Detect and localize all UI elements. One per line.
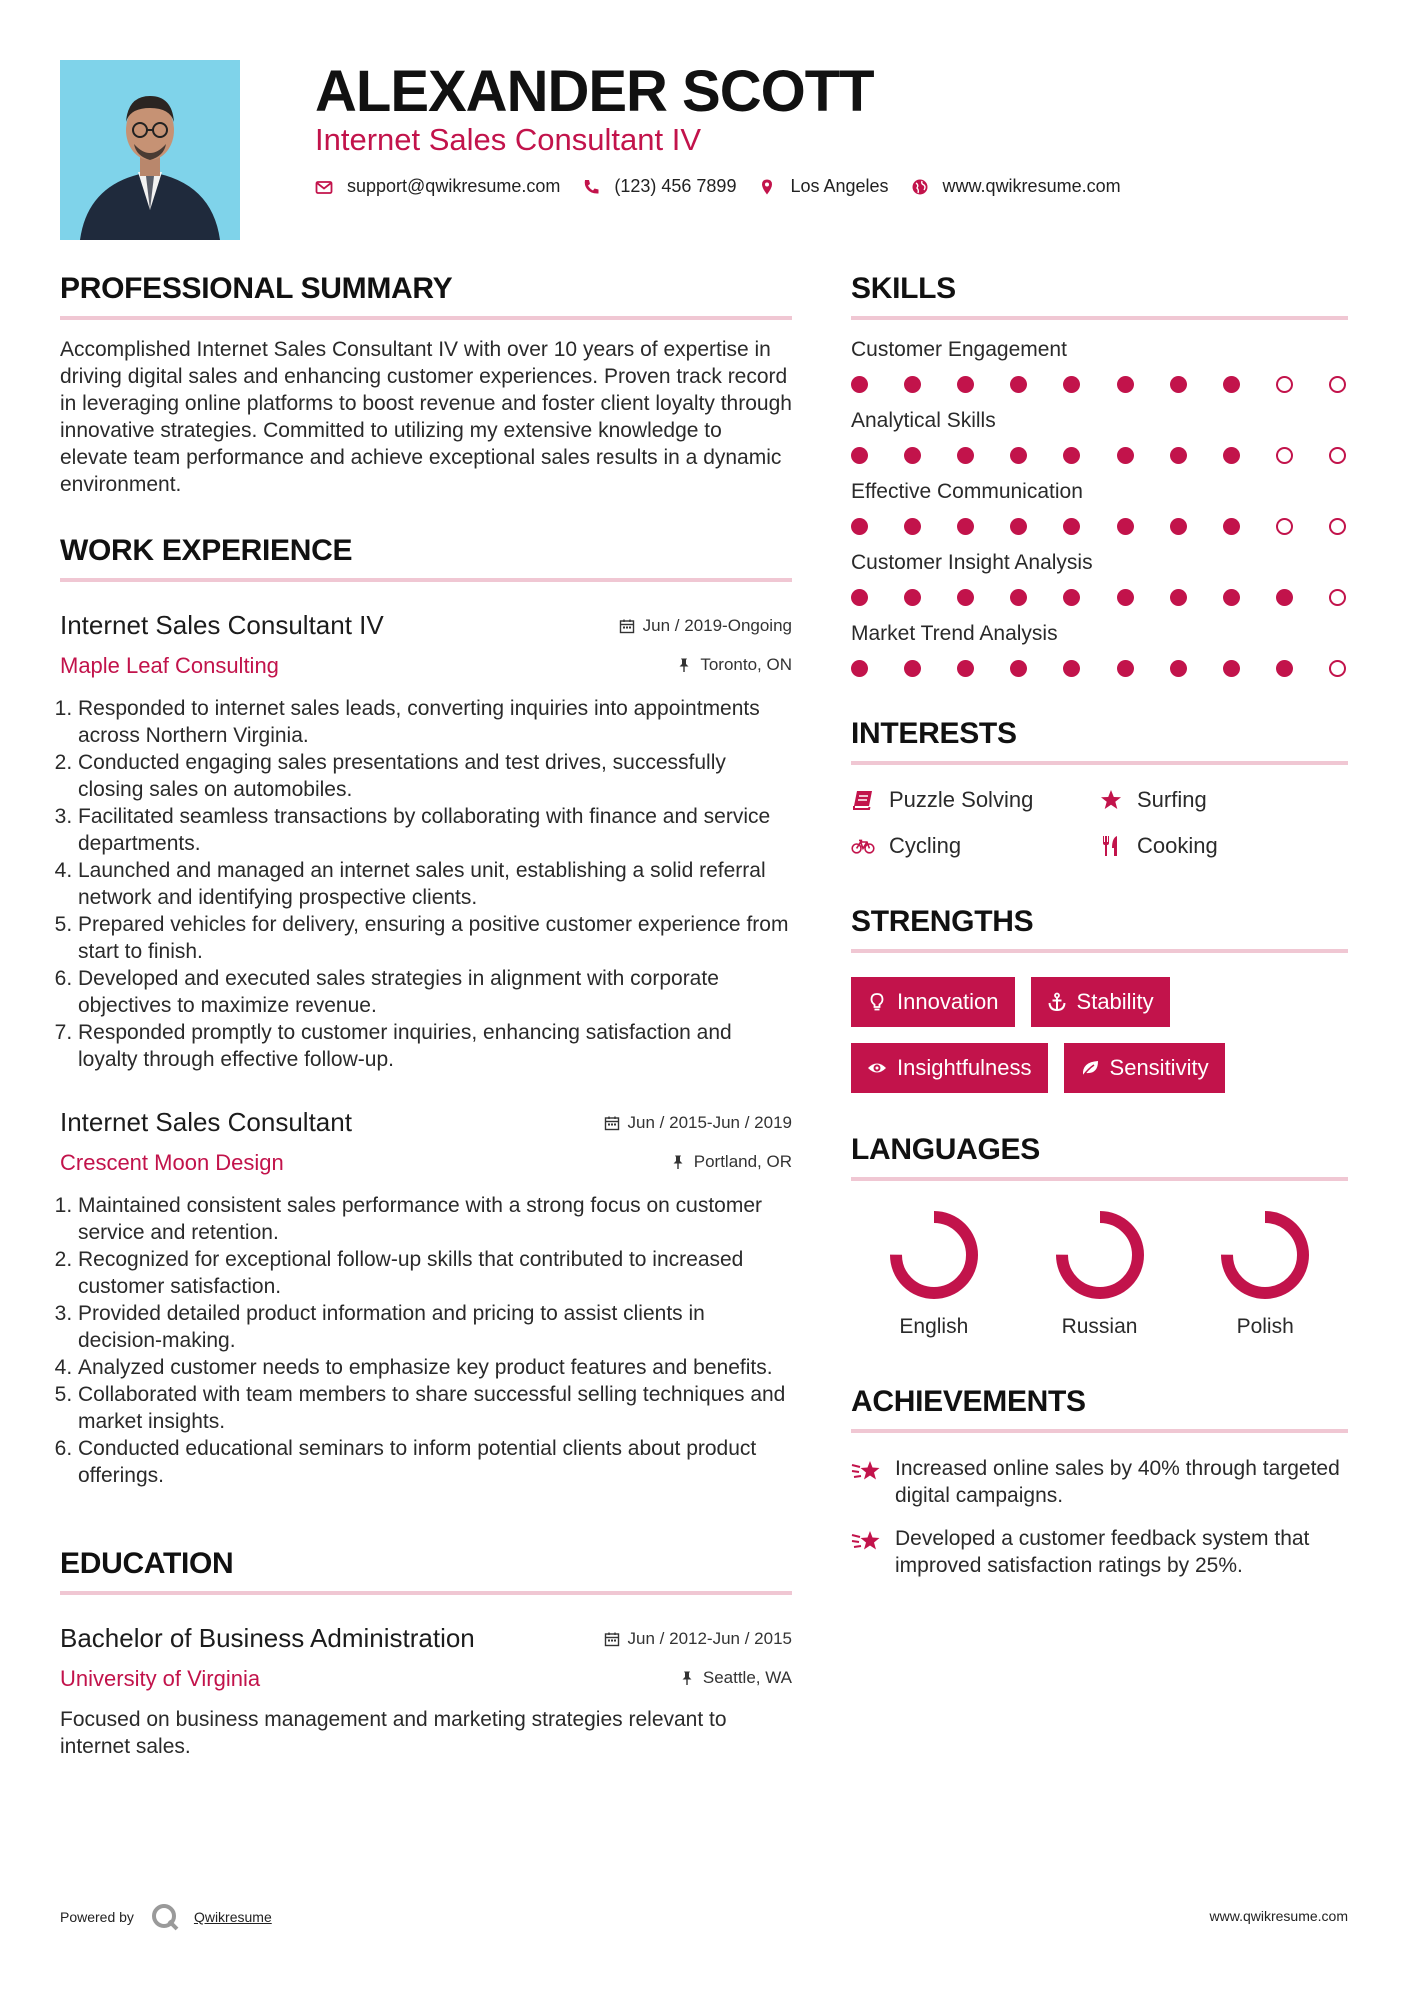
- summary-text: Accomplished Internet Sales Consultant IV with over 10 years of expertise in driving digital sales and enhancing customer experiences. Proven track record in leveraging online platforms to boost revenue and foster client loyalty through innovative strategies. Committed to utilizing my extensive knowledge to elevate team performance and achieve exceptional sales results in a dynamic environment.: [60, 338, 792, 496]
- list-item: 6. Developed and executed sales strategies in alignment with corporate objectives to maximize revenue.: [78, 965, 792, 1019]
- rating-dot-filled: [1223, 376, 1240, 393]
- candidate-name: ALEXANDER SCOTT: [315, 59, 874, 124]
- achievement-text: Developed a customer feedback system that improved satisfaction ratings by 25%.: [895, 1527, 1310, 1577]
- skill-item: [851, 409, 1348, 464]
- anchor-icon: [1047, 992, 1067, 1012]
- rating-dot-empty: [1276, 447, 1293, 464]
- rating-dot-filled: [1170, 660, 1187, 677]
- achievements-heading: ACHIEVEMENTS: [851, 1385, 1348, 1433]
- rating-dot-filled: [851, 660, 868, 677]
- education-dates-text: Jun / 2012-Jun / 2015: [627, 1629, 792, 1648]
- strengths-heading: STRENGTHS: [851, 905, 1348, 953]
- rating-dot-filled: [957, 376, 974, 393]
- achievement-text: Increased online sales by 40% through targeted digital campaigns.: [895, 1457, 1340, 1507]
- rating-dot-filled: [1063, 447, 1080, 464]
- job-entry: [60, 610, 792, 1073]
- interest-item: [1099, 833, 1347, 859]
- list-item: 6. Conducted educational seminars to inform potential clients about product offerings.: [78, 1435, 792, 1489]
- language-name: Russian: [1061, 1315, 1138, 1338]
- rating-dot-filled: [904, 660, 921, 677]
- skill-item: [851, 480, 1348, 535]
- skill-name: Analytical Skills: [851, 409, 996, 432]
- powered-by-label: Powered by: [60, 1909, 134, 1925]
- bicycle-icon: [851, 835, 875, 857]
- contact-bar: [315, 176, 1143, 197]
- right-column: [851, 272, 1348, 1579]
- person-portrait-icon: [60, 60, 240, 240]
- footer-website[interactable]: www.qwikresume.com: [1209, 1908, 1348, 1924]
- rating-dot-filled: [1063, 518, 1080, 535]
- utensils-icon: [1099, 835, 1123, 857]
- strengths-list: [851, 977, 1271, 1093]
- rating-dot-filled: [1117, 660, 1134, 677]
- education-entry: [60, 1623, 792, 1760]
- language-item: [1182, 1207, 1348, 1339]
- rating-dot-filled: [904, 447, 921, 464]
- contact-phone[interactable]: [582, 176, 736, 197]
- rating-dot-filled: [957, 518, 974, 535]
- phone-text: (123) 456 7899: [614, 176, 737, 196]
- list-item: 5. Collaborated with team members to share successful selling techniques and market insights.: [78, 1381, 792, 1435]
- company-name: Crescent Moon Design: [60, 1150, 284, 1175]
- language-item: [1017, 1207, 1183, 1339]
- rating-dot-filled: [1010, 589, 1027, 606]
- job-location-text: Toronto, ON: [700, 655, 792, 674]
- rating-dot-filled: [1117, 447, 1134, 464]
- education-dates: [604, 1629, 792, 1649]
- interests-list: [851, 787, 1348, 859]
- interest-label: Cooking: [1137, 833, 1218, 858]
- list-item: 7. Responded promptly to customer inquiries, enhancing satisfaction and loyalty through effective follow-up.: [78, 1019, 792, 1073]
- candidate-role: Internet Sales Consultant IV: [315, 122, 702, 157]
- rating-dot-filled: [1276, 660, 1293, 677]
- book-icon: [851, 789, 875, 811]
- list-item: 1. Responded to internet sales leads, converting inquiries into appointments across Northern Virginia.: [78, 695, 792, 749]
- language-proficiency-ring: [1217, 1207, 1313, 1303]
- interest-label: Puzzle Solving: [889, 787, 1034, 812]
- rating-dot-filled: [904, 589, 921, 606]
- pushpin-icon: [670, 1154, 686, 1170]
- language-proficiency-ring: [886, 1207, 982, 1303]
- skill-name: Customer Engagement: [851, 338, 1067, 361]
- list-item: 3. Provided detailed product information and pricing to assist clients in decision-making.: [78, 1300, 792, 1354]
- job-title: Internet Sales Consultant IV: [60, 610, 384, 640]
- interest-item: [851, 787, 1099, 813]
- strength-tag: [1064, 1043, 1225, 1093]
- rating-dot-filled: [1010, 376, 1027, 393]
- rating-dot-filled: [904, 376, 921, 393]
- rating-dot-filled: [1117, 518, 1134, 535]
- interest-item: [851, 833, 1099, 859]
- strength-label: Stability: [1076, 989, 1154, 1014]
- job-dates: [604, 1113, 792, 1133]
- strength-tag: [1031, 977, 1170, 1027]
- school-name: University of Virginia: [60, 1666, 261, 1691]
- job-location: [676, 655, 792, 675]
- rating-dot-filled: [1170, 589, 1187, 606]
- shooting-star-icon: [851, 1527, 885, 1557]
- education-heading: EDUCATION: [60, 1547, 792, 1595]
- skill-rating: [851, 589, 1348, 606]
- rating-dot-filled: [1010, 447, 1027, 464]
- rating-dot-filled: [957, 589, 974, 606]
- job-bullets: [60, 1192, 792, 1489]
- rating-dot-filled: [1223, 518, 1240, 535]
- rating-dot-empty: [1276, 376, 1293, 393]
- degree-title: Bachelor of Business Administration: [60, 1623, 475, 1653]
- rating-dot-empty: [1329, 660, 1346, 677]
- list-item: 1. Maintained consistent sales performance with a strong focus on customer service and retention.: [78, 1192, 792, 1246]
- strength-label: Sensitivity: [1109, 1055, 1209, 1080]
- calendar-icon: [604, 1631, 620, 1647]
- skill-rating: [851, 376, 1348, 393]
- skill-rating: [851, 447, 1348, 464]
- star-icon: [1099, 789, 1123, 811]
- contact-location: [758, 176, 888, 197]
- list-item: 4. Launched and managed an internet sales unit, establishing a solid referral network and identifying prospective clients.: [78, 857, 792, 911]
- job-bullets: [60, 695, 792, 1073]
- skill-name: Effective Communication: [851, 480, 1083, 503]
- job-dates-text: Jun / 2019-Ongoing: [642, 616, 792, 635]
- list-item: 5. Prepared vehicles for delivery, ensuring a positive customer experience from start to finish.: [78, 911, 792, 965]
- company-name: Maple Leaf Consulting: [60, 653, 279, 678]
- rating-dot-filled: [1010, 518, 1027, 535]
- language-proficiency-ring: [1052, 1207, 1148, 1303]
- language-name: English: [899, 1315, 969, 1338]
- rating-dot-filled: [851, 518, 868, 535]
- language-name: Polish: [1236, 1315, 1294, 1338]
- rating-dot-filled: [1170, 447, 1187, 464]
- interest-label: Cycling: [889, 833, 962, 858]
- rating-dot-filled: [1117, 376, 1134, 393]
- rating-dot-filled: [1223, 660, 1240, 677]
- interest-label: Surfing: [1137, 787, 1207, 812]
- education-description: Focused on business management and marketing strategies relevant to internet sales.: [60, 1708, 727, 1758]
- calendar-icon: [604, 1115, 620, 1131]
- skill-item: [851, 551, 1348, 606]
- education-location-text: Seattle, WA: [702, 1668, 792, 1687]
- education-location: [679, 1668, 792, 1688]
- achievement-item: [851, 1525, 1348, 1579]
- rating-dot-filled: [1063, 660, 1080, 677]
- rating-dot-filled: [1170, 376, 1187, 393]
- skill-item: [851, 622, 1348, 677]
- left-column: [60, 272, 792, 1760]
- rating-dot-filled: [851, 589, 868, 606]
- pushpin-icon: [676, 657, 692, 673]
- rating-dot-filled: [957, 660, 974, 677]
- footer-powered-by: [60, 1902, 272, 1932]
- skills-heading: SKILLS: [851, 272, 1348, 320]
- job-title: Internet Sales Consultant: [60, 1107, 352, 1137]
- leaf-icon: [1080, 1058, 1100, 1078]
- rating-dot-empty: [1329, 518, 1346, 535]
- skill-name: Customer Insight Analysis: [851, 551, 1093, 574]
- rating-dot-filled: [1276, 589, 1293, 606]
- skill-rating: [851, 518, 1348, 535]
- email-text: support@qwikresume.com: [347, 176, 561, 196]
- rating-dot-filled: [957, 447, 974, 464]
- job-location: [670, 1152, 792, 1172]
- rating-dot-filled: [851, 447, 868, 464]
- location-text: Los Angeles: [790, 176, 889, 196]
- website-text: www.qwikresume.com: [942, 176, 1121, 196]
- job-location-text: Portland, OR: [693, 1152, 792, 1171]
- globe-icon: [911, 178, 929, 196]
- contact-website[interactable]: [911, 176, 1121, 197]
- skill-name: Market Trend Analysis: [851, 622, 1058, 645]
- map-pin-icon: [758, 178, 776, 196]
- language-item: [851, 1207, 1017, 1339]
- languages-list: [851, 1207, 1348, 1339]
- list-item: 4. Analyzed customer needs to emphasize key product features and benefits.: [78, 1354, 792, 1381]
- profile-photo: [60, 60, 240, 240]
- rating-dot-empty: [1329, 589, 1346, 606]
- interest-item: [1099, 787, 1347, 813]
- pushpin-icon: [679, 1670, 695, 1686]
- achievement-item: [851, 1455, 1348, 1509]
- envelope-icon: [315, 178, 333, 196]
- job-dates: [619, 616, 792, 636]
- languages-heading: LANGUAGES: [851, 1133, 1348, 1181]
- rating-dot-filled: [1223, 589, 1240, 606]
- strength-tag: [851, 977, 1015, 1027]
- rating-dot-filled: [1170, 518, 1187, 535]
- skills-list: [851, 338, 1348, 677]
- strength-tag: [851, 1043, 1048, 1093]
- summary-heading: PROFESSIONAL SUMMARY: [60, 272, 792, 320]
- skill-item: [851, 338, 1348, 393]
- experience-heading: WORK EXPERIENCE: [60, 534, 792, 582]
- skill-rating: [851, 660, 1348, 677]
- shooting-star-icon: [851, 1457, 885, 1487]
- strength-label: Innovation: [897, 989, 999, 1014]
- list-item: 3. Facilitated seamless transactions by collaborating with finance and service departments.: [78, 803, 792, 857]
- rating-dot-filled: [904, 518, 921, 535]
- eye-icon: [867, 1058, 887, 1078]
- list-item: 2. Conducted engaging sales presentations and test drives, successfully closing sales on automobiles.: [78, 749, 792, 803]
- lightbulb-icon: [867, 992, 887, 1012]
- contact-email[interactable]: [315, 176, 560, 197]
- job-entry: [60, 1107, 792, 1489]
- calendar-icon: [619, 618, 635, 634]
- rating-dot-filled: [1223, 447, 1240, 464]
- list-item: 2. Recognized for exceptional follow-up skills that contributed to increased customer satisfaction.: [78, 1246, 792, 1300]
- job-dates-text: Jun / 2015-Jun / 2019: [627, 1113, 792, 1132]
- phone-icon: [582, 178, 600, 196]
- rating-dot-filled: [1010, 660, 1027, 677]
- rating-dot-empty: [1276, 518, 1293, 535]
- rating-dot-empty: [1329, 447, 1346, 464]
- qwikresume-link[interactable]: Qwikresume: [193, 1909, 272, 1925]
- strength-label: Insightfulness: [897, 1055, 1032, 1080]
- rating-dot-empty: [1329, 376, 1346, 393]
- rating-dot-filled: [1063, 589, 1080, 606]
- rating-dot-filled: [1063, 376, 1080, 393]
- rating-dot-filled: [851, 376, 868, 393]
- rating-dot-filled: [1117, 589, 1134, 606]
- qwikresume-logo-icon: [150, 1902, 180, 1932]
- interests-heading: INTERESTS: [851, 717, 1348, 765]
